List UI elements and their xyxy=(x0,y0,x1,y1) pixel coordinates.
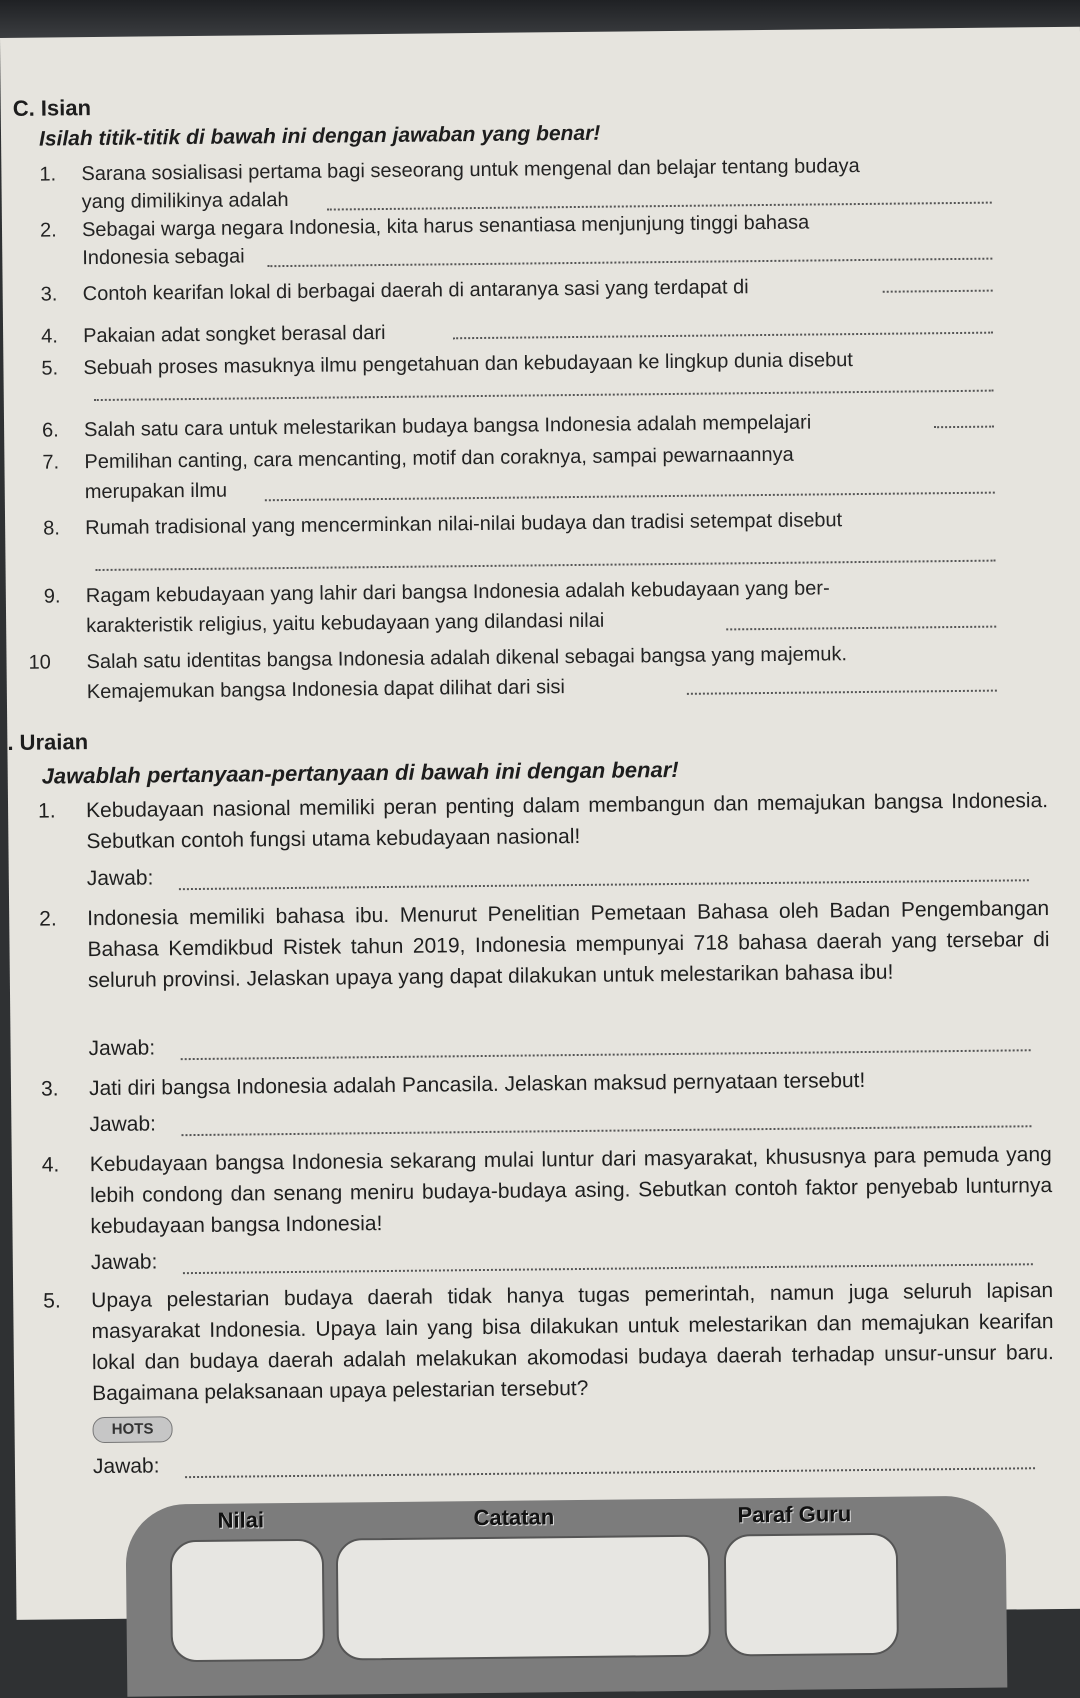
nilai-label: Nilai xyxy=(217,1507,265,1533)
answer-line-4[interactable] xyxy=(183,1263,1033,1274)
isian-item-6: 6. Salah satu cara untuk melestarikan budaya bangsa Indonesia adalah mempelajari xyxy=(41,411,812,442)
section-d-title: . Uraian xyxy=(7,729,89,755)
isian-item-5: 5. Sebuah proses masuknya ilmu pengetahuan dan kebudayaan ke lingkup dunia disebut xyxy=(41,349,853,380)
catatan-label: Catatan xyxy=(473,1504,555,1531)
paraf-guru-box[interactable] xyxy=(724,1533,899,1657)
isian-item-8: 8. Rumah tradisional yang mencerminkan nilai-nilai budaya dan tradisi setempat disebut xyxy=(43,509,843,540)
answer-line-1[interactable] xyxy=(179,879,1029,890)
uraian-question-1: 1. Kebudayaan nasional memiliki peran penting dalam membangun dan memajukan bangsa Indonesia. Sebutkan contoh fungsi utama kebudayaan nasional! xyxy=(37,789,1049,854)
isian-item-1: 1. Sarana sosialisasi pertama bagi seseorang untuk mengenal dan belajar tentang budaya yang dimilikinya adalah xyxy=(39,155,860,214)
section-d-instruction: Jawablah pertanyaan-pertanyaan di bawah ini dengan benar! xyxy=(41,756,679,789)
isian-item-7: 7. Pemilihan canting, cara mencanting, motif dan coraknya, sampai pewarnaannya merupakan ilmu xyxy=(42,443,794,504)
section-c-instruction: Isilah titik-titik di bawah ini dengan jawaban yang benar! xyxy=(38,121,601,151)
grading-panel xyxy=(125,1496,1007,1697)
answer-line-2[interactable] xyxy=(181,1049,1031,1060)
catatan-box[interactable] xyxy=(336,1535,711,1661)
jawab-label-3: Jawab: xyxy=(89,1112,157,1137)
isian-item-4: 4. Pakaian adat songket berasal dari xyxy=(41,321,386,348)
answer-line-3[interactable] xyxy=(181,1125,1031,1136)
hots-badge: HOTS xyxy=(92,1416,172,1443)
uraian-question-2: 2. Indonesia memiliki bahasa ibu. Menurut Penelitian Pemetaan Bahasa oleh Badan Pengembangan Bahasa Kemdikbud Ristek tahun 2019, Indonesia mempunyai 718 bahasa daerah yang tersebar di seluruh provinsi. Jelaskan upaya yang dapat dilakukan untuk melestarikan bahasa ibu! xyxy=(39,897,1050,993)
jawab-label-5: Jawab: xyxy=(92,1454,160,1479)
uraian-question-5: 5. Upaya pelestarian budaya daerah tidak hanya tugas pemerintah, namun juga seluruh lapisan masyarakat Indonesia. Upaya lain yang bisa dilakukan untuk melestarikan dan memajukan kearifan lokal dan budaya daerah adalah melakukan akomodasi budaya daerah terhadap unsur-unsur baru. Bagaimana pelaksanaan upaya pelestarian tersebut? xyxy=(43,1279,1054,1406)
paraf-guru-label: Paraf Guru xyxy=(737,1501,852,1528)
uraian-question-3: 3. Jati diri bangsa Indonesia adalah Pancasila. Jelaskan maksud pernyataan tersebut! xyxy=(40,1068,866,1101)
jawab-label-4: Jawab: xyxy=(90,1250,158,1275)
isian-item-3: 3. Contoh kearifan lokal di berbagai daerah di antaranya sasi yang terdapat di xyxy=(40,276,749,306)
isian-item-9: 9. Ragam kebudayaan yang lahir dari bangsa Indonesia adalah kebudayaan yang ber- karakteristik religius, yaitu kebudayaan yang dilandasi nilai xyxy=(43,577,830,638)
worksheet-page xyxy=(0,27,1080,1620)
section-c-title: C. Isian xyxy=(12,95,92,121)
jawab-label-2: Jawab: xyxy=(88,1036,156,1061)
isian-item-2: 2. Sebagai warga negara Indonesia, kita harus senantiasa menjunjung tinggi bahasa Indonesia sebagai xyxy=(39,211,810,270)
nilai-box[interactable] xyxy=(170,1539,325,1663)
uraian-question-4: 4. Kebudayaan bangsa Indonesia sekarang mulai luntur dari masyarakat, khususnya para pemuda yang lebih condong dan senang meniru budaya-budaya asing. Sebutkan contoh faktor penyebab lunturnya kebudayaan bangsa Indonesia! xyxy=(41,1143,1053,1239)
isian-item-10: 10 Salah satu identitas bangsa Indonesia adalah dikenal sebagai bangsa yang majemuk. Kemajemukan bangsa Indonesia dapat dilihat dari sisi xyxy=(28,643,848,704)
answer-line-5[interactable] xyxy=(185,1467,1035,1478)
jawab-label-1: Jawab: xyxy=(86,866,154,891)
